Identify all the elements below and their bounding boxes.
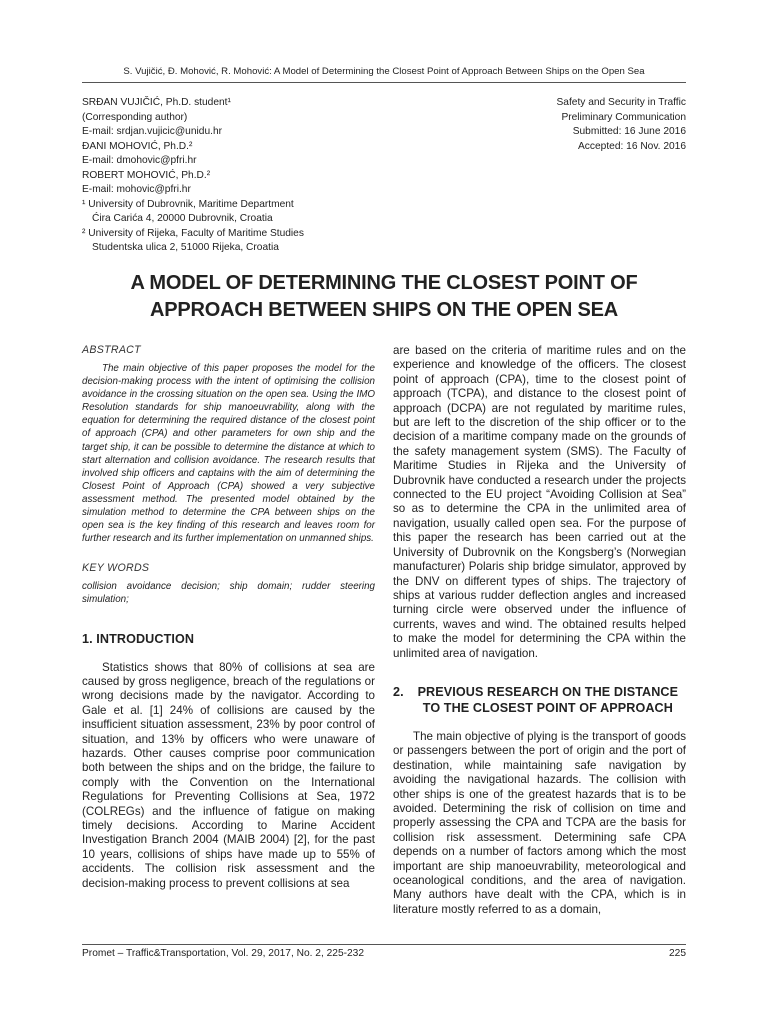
- introduction-continuation: are based on the criteria of maritime rules and on the experience and knowledge of the officers. The closest point of approach (CPA), time to the closest point of approach (TCPA), and distance to the closest point of approach (DCPA) are not regulated by maritime rules, but are left to the discretion of the ship officer or to the decision of a maritime company made on the grounds of the safety management system (SMS). The Faculty of Maritime Studies in Rijeka and the University of Dubrovnik have conducted a research under the projects connected to the EU project “Avoiding Collision at Sea” so as to determine the CPA in the unlimited area of navigation, usually called open sea. For the purpose of this paper the research has been carried out at the University of Dubrovnik on the Kongsberg’s (Norwegian manufacturer) Polaris ship bridge simulator, approved by the DNV on different types of ships. The trajectory of ships at various rudder deflection angles and increased turning circle were observed under the influence of currents, waves and wind. The obtained results helped to make the model for determining the CPA within the unlimited area of navigation.: [393, 344, 686, 660]
- affiliation-line: ² University of Rijeka, Faculty of Maritime Studies: [82, 227, 304, 239]
- article-category: Safety and Security in Traffic: [556, 97, 686, 108]
- paper-title: [82, 270, 686, 324]
- author-email[interactable]: E-mail: dmohovic@pfri.hr: [82, 155, 197, 166]
- section-heading-previous-research: [393, 684, 686, 716]
- keywords-text: collision avoidance decision; ship domain; rudder steering simulation;: [82, 581, 375, 606]
- affiliation-line: ¹ University of Dubrovnik, Maritime Department: [82, 198, 294, 210]
- right-column: [393, 344, 686, 917]
- abstract-text: The main objective of this paper proposes the model for the decision-making process with the intent of optimising the collision avoidance in the crossing situation on the open sea. Using the IMO Resolution standards for ship manoeuvrability, along with the equation for determining the required distance of the closest point of approach (CPA) and other parameters for own ship and the target ship, it can be possible to determine the distance at which to start alternation and collision avoidance. The research results that involved ship officers and captains with the aim of determining the Closest Point of Approach (CPA) showed a very subjective assessment method. The presented model obtained by the simulation method to determine the CPA between ships on the open sea is the key finding of this research and leaves room for further research and its further implementation on unmanned ships.: [82, 363, 375, 545]
- author-line: SRĐAN VUJIČIĆ, Ph.D. student¹: [82, 97, 231, 108]
- keywords-label: KEY WORDS: [82, 562, 150, 575]
- author-email[interactable]: E-mail: srdjan.vujicic@unidu.hr: [82, 126, 222, 137]
- affiliation-address: Ćira Carića 4, 20000 Dubrovnik, Croatia: [92, 213, 273, 224]
- title-line: A MODEL OF DETERMINING THE CLOSEST POINT OF: [130, 272, 638, 294]
- accepted-date: Accepted: 16 Nov. 2016: [578, 140, 686, 152]
- author-email[interactable]: E-mail: mohovic@pfri.hr: [82, 184, 191, 195]
- introduction-text: Statistics shows that 80% of collisions at sea are caused by gross negligence, breach of the regulations or wrong decisions made by the navigator. According to Gale et al. [1] 24% of collisions are caused by the insufficient situation assessment, 23% by poor control of situation, and 13% by officers who were unaware of hazards. Other causes comprise poor communication both between the ships and on the bridge, the failure to comply with the Convention on the International Regulations for Preventing Collisions at Sea, 1972 (COLREGs) and the influence of fatigue on making timely decisions. According to Marine Accident Investigation Branch 2004 (MAIB 2004) [2], for the past 10 years, collisions of ships have made up to 55% of accidents. The collision risk assessment and the decision-making process to prevent collisions at sea: [82, 660, 375, 890]
- left-column: [82, 344, 375, 891]
- title-line: APPROACH BETWEEN SHIPS ON THE OPEN SEA: [149, 299, 618, 321]
- section-title: PREVIOUS RESEARCH ON THE DISTANCE TO THE CLOSEST POINT OF APPROACH: [417, 684, 679, 715]
- author-line: ROBERT MOHOVIĆ, Ph.D.²: [82, 169, 211, 181]
- page-number: 225: [669, 948, 686, 959]
- article-meta: [466, 96, 686, 154]
- submitted-date: Submitted: 16 June 2016: [572, 126, 686, 137]
- author-line: (Corresponding author): [82, 111, 188, 123]
- page-footer: [82, 944, 686, 959]
- running-header: S. Vujičić, Đ. Mohović, R. Mohović: A Model of Determining the Closest Point of Approach Between Ships on the Open Sea: [82, 66, 686, 83]
- affiliation-address: Studentska ulica 2, 51000 Rijeka, Croatia: [92, 242, 279, 253]
- author-block: [82, 96, 402, 256]
- section-number: 2.: [393, 684, 404, 699]
- section-heading-introduction: 1. INTRODUCTION: [82, 631, 195, 646]
- author-line: ĐANI MOHOVIĆ, Ph.D.²: [82, 140, 193, 152]
- abstract-label: ABSTRACT: [82, 344, 141, 356]
- previous-research-text: The main objective of plying is the transport of goods or passengers between the port of origin and the port of destination, while maintaining safe navigation by avoiding the navigational hazards. The collision with other ships is one of the greatest hazards that is to be avoided. Determining the risk of collision on time and properly assessing the CPA and TCPA are the basis for collision risk assessment. Determining safe CPA depends on a number of factors among which the most important are ship manoeuvrability, meteorological and oceanological conditions, and the area of navigation. Many authors have dealt with the CPA, which is in literature mostly referred to as a domain,: [393, 729, 686, 916]
- article-type: Preliminary Communication: [561, 111, 686, 123]
- journal-citation: Promet – Traffic&Transportation, Vol. 29, 2017, No. 2, 225-232: [82, 948, 365, 959]
